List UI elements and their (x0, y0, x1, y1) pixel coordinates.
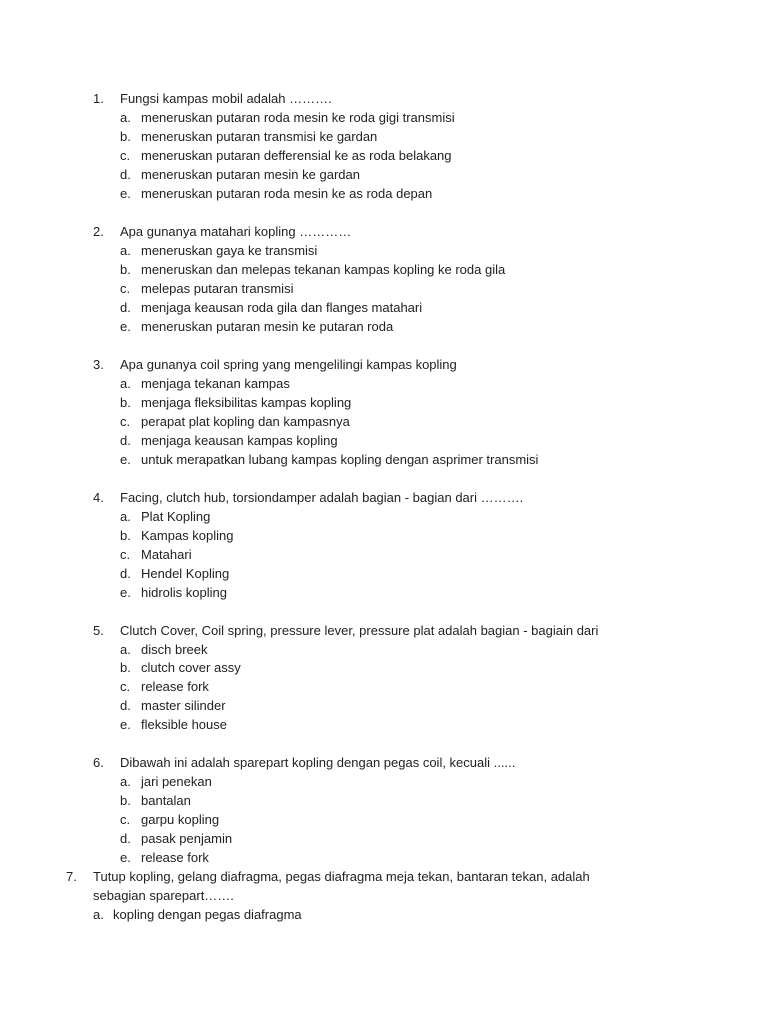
option-letter: c. (120, 679, 131, 694)
option-text: jari penekan (141, 774, 212, 789)
option-letter: b. (120, 129, 131, 144)
option-text: meneruskan gaya ke transmisi (141, 243, 318, 258)
option-text: meneruskan putaran roda mesin ke roda gigi transmisi (141, 110, 455, 125)
question-text: Dibawah ini adalah sparepart kopling dengan pegas coil, kecuali ...... (120, 755, 516, 770)
option-letter: d. (120, 698, 131, 713)
option-letter: a. (120, 243, 131, 258)
option-letter: e. (120, 850, 131, 865)
question-number: 6. (93, 755, 104, 770)
option-letter: e. (120, 585, 131, 600)
option-text: menjaga keausan roda gila dan flanges matahari (141, 300, 423, 315)
option-text: garpu kopling (141, 812, 220, 827)
question-number: 3. (93, 357, 104, 372)
question-number: 4. (93, 490, 104, 505)
question-text: Tutup kopling, gelang diafragma, pegas diafragma meja tekan, bantaran tekan, adalah (93, 869, 590, 884)
option-text: kopling dengan pegas diafragma (113, 907, 302, 922)
option-letter: b. (120, 793, 131, 808)
question-number: 2. (93, 224, 104, 239)
option-letter: d. (120, 167, 131, 182)
question-text: Apa gunanya matahari kopling ………… (120, 224, 352, 239)
option-text: master silinder (141, 698, 226, 713)
option-letter: a. (120, 110, 131, 125)
option-letter: a. (120, 774, 131, 789)
option-text: menjaga keausan kampas kopling (141, 433, 338, 448)
option-text: meneruskan putaran roda mesin ke as roda depan (141, 186, 433, 201)
option-text: meneruskan putaran mesin ke putaran roda (141, 319, 394, 334)
option-text: Plat Kopling (141, 509, 211, 524)
option-text: Hendel Kopling (141, 566, 230, 581)
question-number: 7. (66, 869, 77, 884)
option-text: perapat plat kopling dan kampasnya (141, 414, 350, 429)
option-text: menjaga fleksibilitas kampas kopling (141, 395, 352, 410)
question-text: Facing, clutch hub, torsiondamper adalah bagian - bagian dari ………. (120, 490, 524, 505)
option-letter: b. (120, 395, 131, 410)
option-letter: c. (120, 547, 131, 562)
question-text: Apa gunanya coil spring yang mengelilingi kampas kopling (120, 357, 457, 372)
option-letter: d. (120, 300, 131, 315)
question-text: Fungsi kampas mobil adalah ………. (120, 91, 332, 106)
option-text: clutch cover assy (141, 660, 241, 675)
option-letter: a. (120, 376, 131, 391)
option-letter: d. (120, 433, 131, 448)
option-letter: d. (120, 831, 131, 846)
option-text: Matahari (141, 547, 192, 562)
option-text: bantalan (141, 793, 191, 808)
option-text: meneruskan putaran defferensial ke as roda belakang (141, 148, 452, 163)
question-text: sebagian sparepart……. (93, 888, 234, 903)
option-letter: e. (120, 319, 131, 334)
option-letter: b. (120, 528, 131, 543)
option-letter: b. (120, 660, 131, 675)
option-text: release fork (141, 850, 209, 865)
option-text: Kampas kopling (141, 528, 234, 543)
option-text: disch breek (141, 642, 208, 657)
option-text: meneruskan dan melepas tekanan kampas kopling ke roda gila (141, 262, 506, 277)
option-letter: e. (120, 186, 131, 201)
option-text: meneruskan putaran transmisi ke gardan (141, 129, 378, 144)
question-number: 1. (93, 91, 104, 106)
option-letter: e. (120, 717, 131, 732)
option-text: menjaga tekanan kampas (141, 376, 290, 391)
option-text: melepas putaran transmisi (141, 281, 294, 296)
option-letter: d. (120, 566, 131, 581)
option-letter: b. (120, 262, 131, 277)
option-text: hidrolis kopling (141, 585, 227, 600)
option-text: fleksible house (141, 717, 227, 732)
option-letter: e. (120, 452, 131, 467)
option-text: release fork (141, 679, 209, 694)
question-number: 5. (93, 623, 104, 638)
option-letter: c. (120, 414, 131, 429)
option-letter: a. (93, 907, 104, 922)
option-text: untuk merapatkan lubang kampas kopling dengan asprimer transmisi (141, 452, 539, 467)
option-letter: c. (120, 148, 131, 163)
question-text: Clutch Cover, Coil spring, pressure lever, pressure plat adalah bagian - bagiain dari (120, 623, 599, 638)
option-letter: c. (120, 281, 131, 296)
option-text: pasak penjamin (141, 831, 233, 846)
option-letter: a. (120, 509, 131, 524)
option-letter: c. (120, 812, 131, 827)
option-text: meneruskan putaran mesin ke gardan (141, 167, 360, 182)
option-letter: a. (120, 642, 131, 657)
